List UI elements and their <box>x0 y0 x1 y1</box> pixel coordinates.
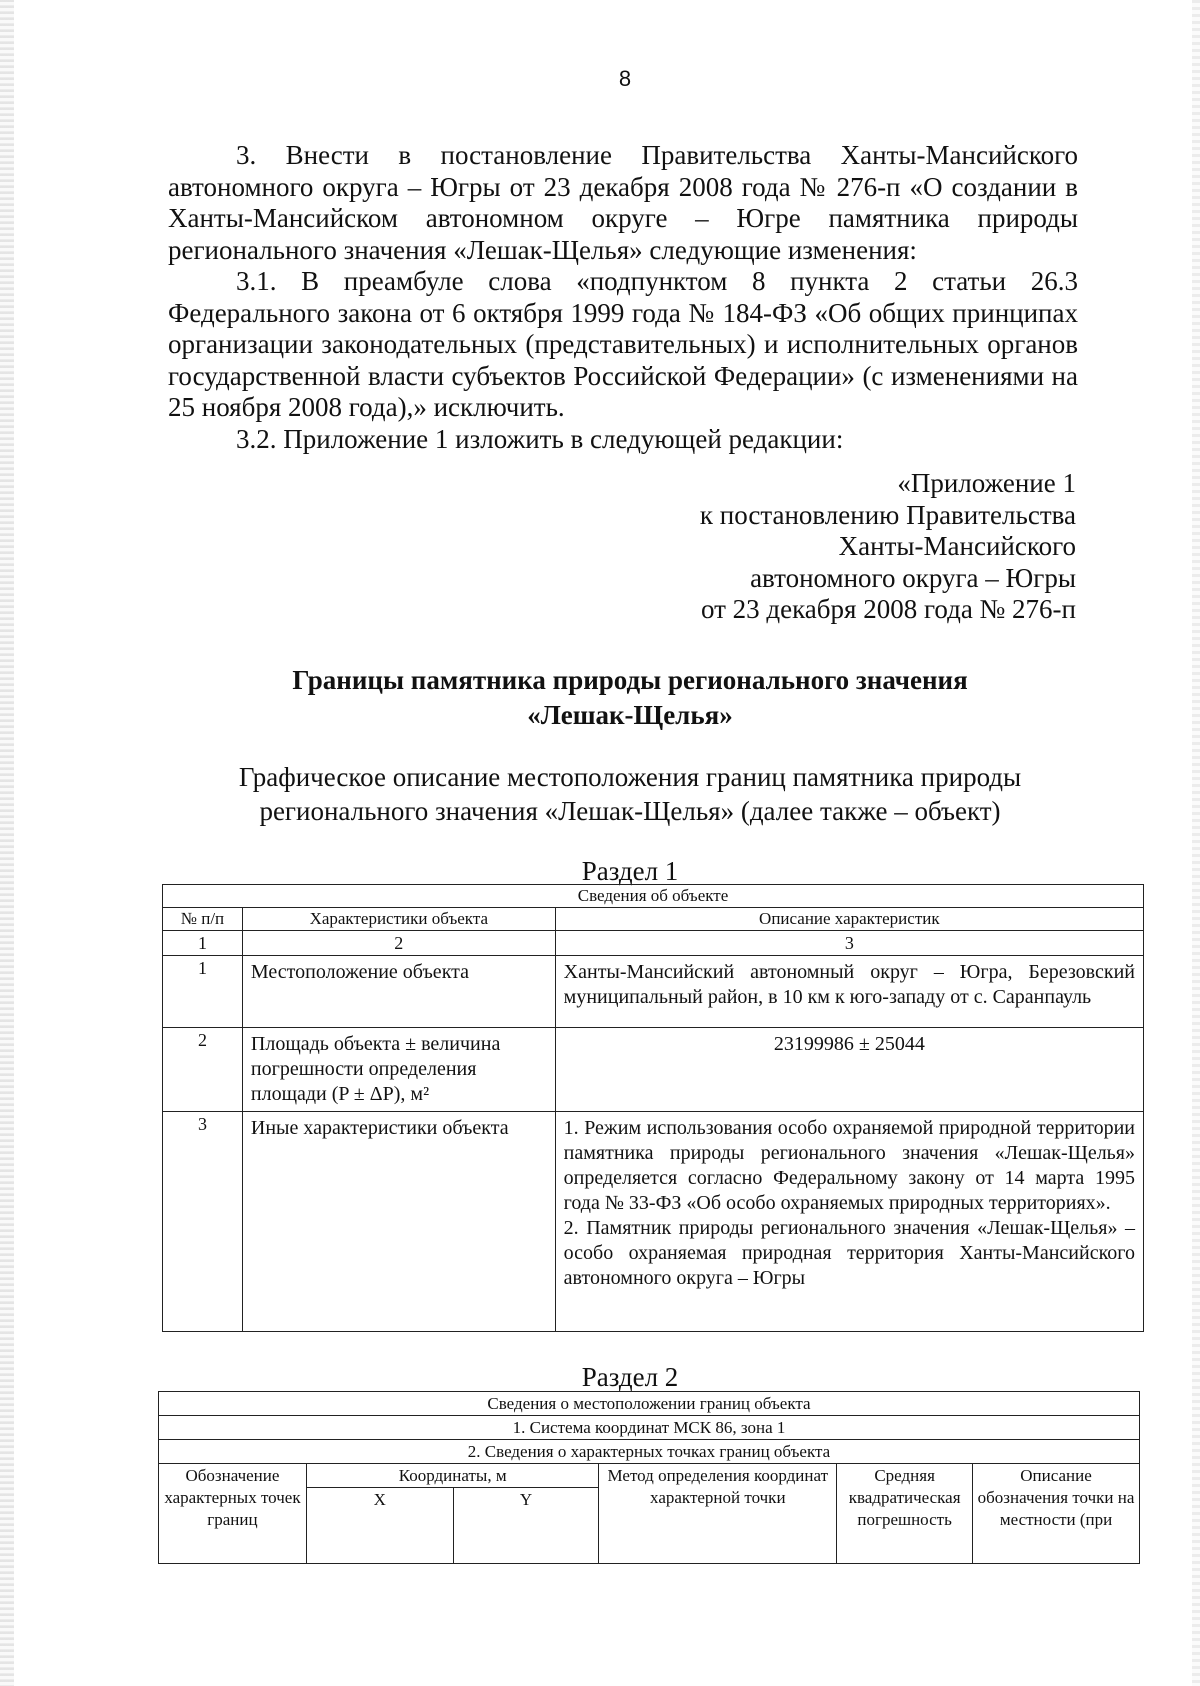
section1-caption: Раздел 1 <box>581 856 679 886</box>
appendix-header <box>476 468 1076 626</box>
section1-table-title: Сведения об объекте <box>163 885 1144 908</box>
row-desc <box>555 1112 1143 1332</box>
appendix-line: Ханты-Мансийского <box>838 531 1076 561</box>
column-number: 3 <box>555 931 1143 956</box>
document-subtitle <box>120 760 1140 828</box>
header-num: № п/п <box>163 908 243 931</box>
title-line: Границы памятника природы регионального значения <box>292 665 968 695</box>
section2-table <box>158 1391 1140 1564</box>
page-number: 8 <box>618 66 632 91</box>
header-characteristic: Характеристики объекта <box>242 908 555 931</box>
header-x: X <box>306 1488 453 1564</box>
body-text <box>168 140 1078 455</box>
column-number: 1 <box>163 931 243 956</box>
scan-edge-right <box>1192 0 1200 1686</box>
table-row <box>163 1028 1144 1112</box>
header-point-description: Описание обозначения точки на местности (при <box>973 1464 1140 1564</box>
row-label: Площадь объекта ± величина погрешности определения площади (P ± ΔP), м² <box>242 1028 555 1112</box>
appendix-line: автономного округа – Югры <box>750 562 1076 593</box>
row-desc: 23199986 ± 25044 <box>555 1028 1143 1112</box>
row-label: Иные характеристики объекта <box>242 1112 555 1332</box>
section2-caption: Раздел 2 <box>581 1362 679 1392</box>
points-heading: 2. Сведения о характерных точках границ объекта <box>159 1440 1140 1464</box>
table-row <box>163 956 1144 1028</box>
row-label: Местоположение объекта <box>242 956 555 1028</box>
column-number: 2 <box>242 931 555 956</box>
header-y: Y <box>453 1488 599 1564</box>
subtitle-line: Графическое описание местоположения границ памятника природы <box>238 762 1022 792</box>
appendix-line: к постановлению Правительства <box>699 499 1076 530</box>
appendix-line: от 23 декабря 2008 года № 276-п <box>700 594 1076 624</box>
row-desc: Ханты-Мансийский автономный округ – Югра, Березовский муниципальный район, в 10 км к юго-западу от с. Саранпауль <box>555 956 1143 1028</box>
document-title <box>120 663 1140 733</box>
row-num: 3 <box>163 1112 243 1332</box>
header-method: Метод определения координат характерной точки <box>599 1464 837 1564</box>
title-line: «Лешак-Щелья» <box>527 700 733 730</box>
table-row <box>163 1112 1144 1332</box>
header-description: Описание характеристик <box>555 908 1143 931</box>
header-designation: Обозначение характерных точек границ <box>159 1464 307 1564</box>
header-coordinates: Координаты, м <box>306 1464 599 1488</box>
paragraph-3: 3. Внести в постановление Правительства Ханты-Мансийского автономного округа – Югры от 23 декабря 2008 года № 276-п «О создании в Ханты-Мансийском автономном округе – Югре памятника природы регионального значения «Лешак-Щелья» следующие изменения: <box>168 140 1078 265</box>
row-num: 2 <box>163 1028 243 1112</box>
desc-paragraph: 2. Памятник природы регионального значения «Лешак-Щелья» – особо охраняемая природная территория Ханты-Мансийского автономного округа – Югры <box>563 1217 1135 1289</box>
appendix-line: «Приложение 1 <box>897 468 1076 498</box>
section2-table-title: Сведения о местоположении границ объекта <box>159 1392 1140 1416</box>
paragraph-3-2: 3.2. Приложение 1 изложить в следующей редакции: <box>236 423 844 454</box>
row-num: 1 <box>163 956 243 1028</box>
header-error: Средняя квадратическая погрешность <box>837 1464 973 1564</box>
subtitle-line: регионального значения «Лешак-Щелья» (далее также – объект) <box>259 796 1001 826</box>
paragraph-3-1: 3.1. В преамбуле слова «подпунктом 8 пункта 2 статьи 26.3 Федерального закона от 6 октября 1999 года № 184-ФЗ «Об общих принципах организации законодательных (представительных) и исполнительных органов государственной власти субъектов Российской Федерации» (с изменениями на 25 ноября 2008 года),» исключить. <box>168 266 1078 422</box>
desc-paragraph: 1. Режим использования особо охраняемой природной территории памятника природы регионального значения «Лешак-Щелья» определяется согласно Федеральному закону от 14 марта 1995 года № 33-ФЗ «Об особо охраняемых природных территориях». <box>563 1117 1135 1214</box>
coordinate-system: 1. Система координат МСК 86, зона 1 <box>159 1416 1140 1440</box>
scan-edge-left <box>0 0 14 1686</box>
section1-table <box>162 884 1144 1332</box>
